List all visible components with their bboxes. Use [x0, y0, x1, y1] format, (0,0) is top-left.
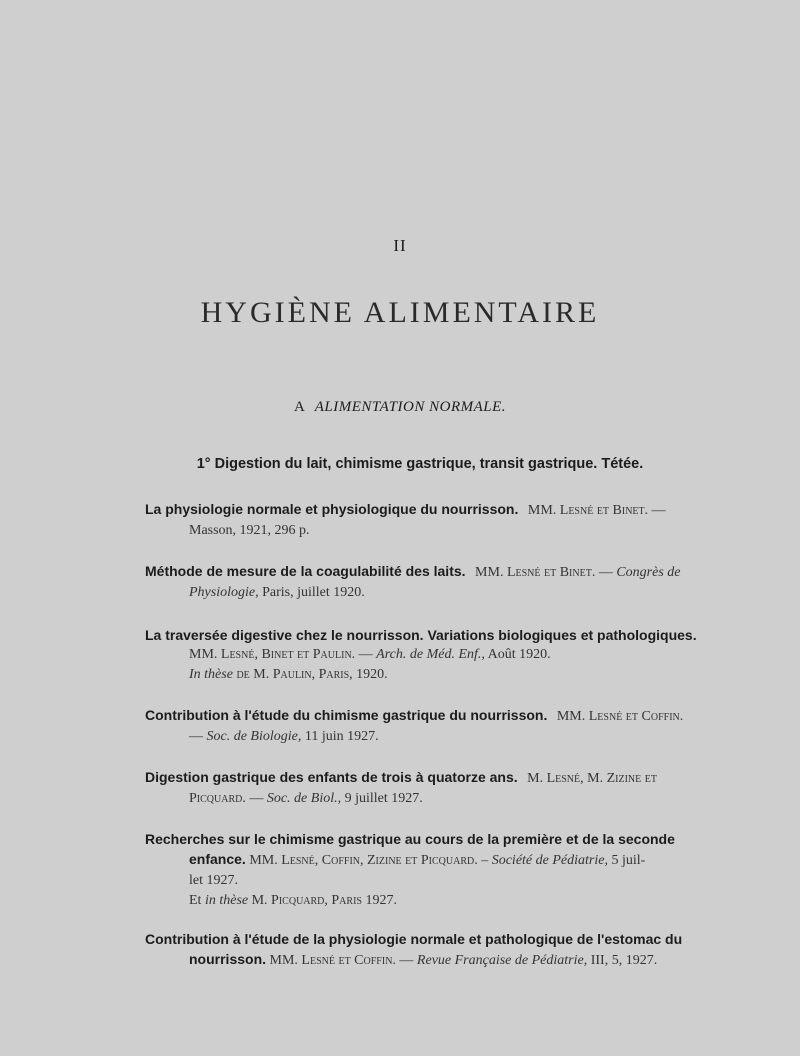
entry-source: Société de Pédiatrie,: [491, 853, 608, 868]
entry-date: 5 juil-: [611, 853, 646, 868]
bibliography-entry: [145, 705, 715, 747]
entry-source: Soc. de Biol.,: [266, 791, 342, 806]
entry-source: Soc. de Biologie,: [206, 729, 302, 744]
entry-date: Août 1920.: [487, 647, 551, 662]
entry-authors: Picquard. —: [189, 791, 264, 806]
bibliography-entry: [145, 929, 715, 971]
entry-source: Revue Française de Pédiatrie,: [416, 953, 588, 968]
entry-reference: [145, 665, 715, 685]
entry-date: de M. Paulin, Paris, 1920.: [236, 667, 388, 682]
entry-date: M. Picquard, Paris 1927.: [251, 893, 397, 908]
entry-authors: MM. Lesné et Binet. —: [527, 503, 666, 518]
entry-title: La traversée digestive chez le nourrisson. Variations biologiques et pathologiques.: [145, 627, 697, 643]
entry-reference: [145, 583, 715, 603]
entry-authors: MM. Lesné, Coffin, Zizine et Picquard. –: [249, 853, 489, 868]
entry-source: Arch. de Méd. Enf.,: [376, 647, 485, 662]
entry-date: 11 juin 1927.: [304, 729, 379, 744]
entry-authors: MM. Lesné et Coffin.: [556, 709, 684, 724]
bibliography-entry: [145, 625, 715, 685]
entry-source: Congrès de: [616, 565, 681, 580]
entry-title: Contribution à l'étude du chimisme gastrique du nourrisson.: [145, 707, 548, 723]
entry-authors: M. Lesné, M. Zizine et: [527, 771, 657, 786]
entry-publisher: Masson, 1921, 296 p.: [189, 523, 310, 538]
section-letter: A: [293, 399, 305, 415]
entry-dash: —: [189, 729, 203, 744]
entry-title: Méthode de mesure de la coagulabilité des laits.: [145, 563, 466, 579]
bibliography-entry: [145, 499, 715, 541]
entry-reference: [145, 645, 715, 665]
entry-date: III, 5, 1927.: [590, 953, 658, 968]
entry-reference: [145, 891, 715, 911]
entry-authors: MM. Lesné et Binet. —: [475, 565, 613, 580]
entry-title: nourrisson.: [189, 951, 267, 967]
entry-title: Recherches sur le chimisme gastrique au cours de la première et de la seconde: [145, 831, 675, 847]
bibliography-entry: [145, 829, 715, 911]
chapter-title: HYGIÈNE ALIMENTAIRE: [200, 296, 600, 329]
entry-reference: [145, 789, 715, 809]
section-title: ALIMENTATION NORMALE.: [314, 399, 507, 415]
entry-title: enfance.: [189, 851, 246, 867]
entry-prefix: Et: [189, 893, 202, 908]
entry-title: Contribution à l'étude de la physiologie normale et pathologique de l'estomac du: [145, 931, 683, 947]
section-heading: [0, 399, 800, 416]
entry-reference: [145, 727, 715, 747]
entry-date: let 1927.: [189, 873, 238, 888]
entry-title: La physiologie normale et physiologique du nourrisson.: [145, 501, 519, 517]
entry-source: In thèse: [189, 667, 233, 682]
entry-authors: MM. Lesné et Coffin. —: [269, 953, 414, 968]
entry-title: Digestion gastrique des enfants de trois à quatorze ans.: [145, 769, 518, 785]
entry-authors: MM. Lesné, Binet et Paulin. —: [189, 647, 373, 662]
entry-source: Physiologie,: [189, 585, 259, 600]
entry-date: 9 juillet 1927.: [344, 791, 423, 806]
subsection-heading: 1° Digestion du lait, chimisme gastrique, transit gastrique. Tétée.: [196, 456, 644, 472]
entry-date: Paris, juillet 1920.: [262, 585, 365, 600]
chapter-numeral: II: [393, 236, 407, 255]
bibliography-entry: [145, 561, 715, 603]
entry-source: in thèse: [204, 893, 249, 908]
bibliography-entry: [145, 767, 715, 809]
